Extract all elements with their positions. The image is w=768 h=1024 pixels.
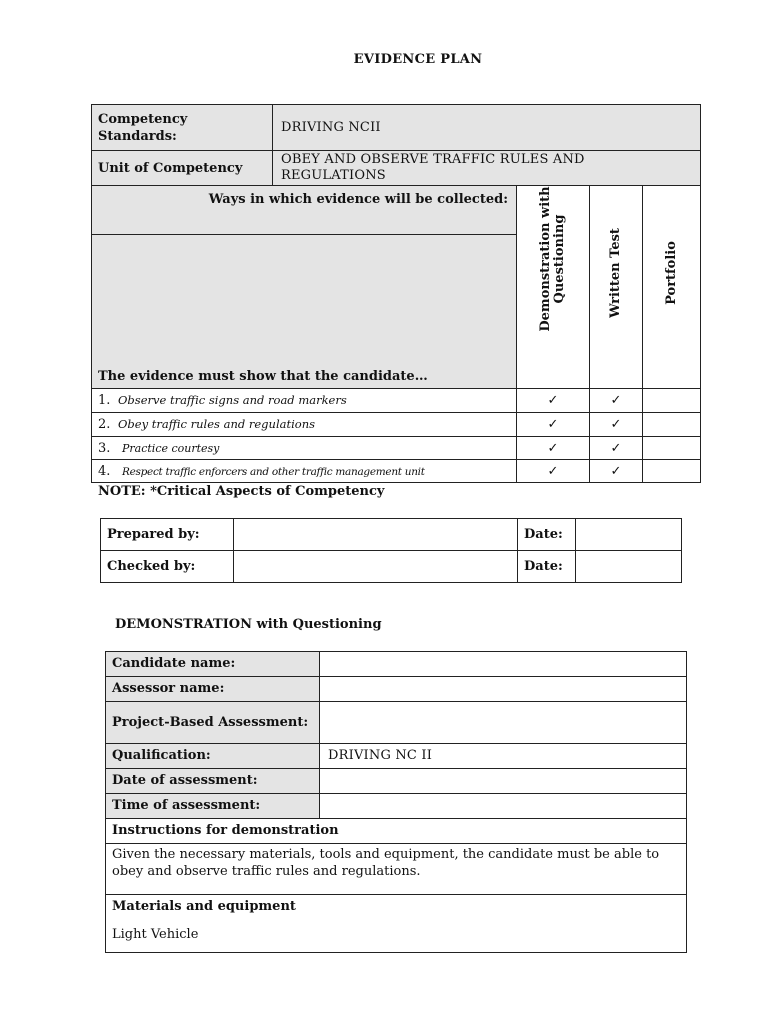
unit-of-competency-value: OBEY AND OBSERVE TRAFFIC RULES AND REGULATIONS [273,151,701,186]
check-mark: ✓ [590,437,643,460]
criteria-text: Obey traffic rules and regulations [118,417,316,431]
time-of-assessment-field[interactable] [320,794,687,819]
signoff-table [100,518,682,583]
empty-cell [643,413,701,437]
method-header-portfolio [643,186,701,389]
criteria-row [92,389,701,413]
qualification-value: DRIVING NC II [320,744,687,769]
qualification-label: Qualification: [106,744,320,769]
method-label-demonstration: Demonstration with Questioning [538,186,567,332]
instructions-heading: Instructions for demonstration [106,819,687,844]
check-mark: ✓ [590,389,643,413]
criteria-row [92,413,701,437]
ways-label: Ways in which evidence will be collected: [92,186,517,235]
demonstration-form [105,651,687,953]
check-mark: ✓ [590,413,643,437]
competency-standards-value: DRIVING NCII [273,105,701,151]
materials-cell [106,895,687,953]
criteria-number: 2. [98,417,111,432]
criteria-text: Respect traffic enforcers and other traffic management unit [122,465,425,478]
check-mark: ✓ [517,437,590,460]
check-mark: ✓ [517,460,590,483]
candidate-name-field[interactable] [320,652,687,677]
method-label-portfolio: Portfolio [663,241,679,305]
criteria-text: Practice courtesy [122,441,220,455]
date-of-assessment-field[interactable] [320,769,687,794]
empty-cell [643,389,701,413]
instructions-text: Given the necessary materials, tools and equipment, the candidate must be able to obey and observe traffic rules and regulations. [106,844,687,895]
must-show-label: The evidence must show that the candidate… [92,235,517,389]
candidate-name-label: Candidate name: [106,652,320,677]
criteria-number: 3. [98,440,111,456]
assessor-name-field[interactable] [320,677,687,702]
method-label-written: Written Test [608,228,623,318]
project-assessment-label: Project-Based Assessment: [106,702,320,744]
project-assessment-field[interactable] [320,702,687,744]
check-mark: ✓ [517,413,590,437]
page-title: EVIDENCE PLAN [353,52,483,67]
checked-by-field[interactable] [234,551,518,583]
checked-by-label: Checked by: [101,551,234,583]
checked-date-field[interactable] [576,551,682,583]
prepared-by-label: Prepared by: [101,519,234,551]
prepared-date-field[interactable] [576,519,682,551]
criteria-text: Observe traffic signs and road markers [118,393,347,407]
empty-cell [643,460,701,483]
method-header-written [590,186,643,389]
method-header-demonstration [517,186,590,389]
prepared-date-label: Date: [518,519,576,551]
check-mark: ✓ [517,389,590,413]
competency-standards-label: Competency Standards: [92,105,273,151]
time-of-assessment-label: Time of assessment: [106,794,320,819]
assessor-name-label: Assessor name: [106,677,320,702]
check-mark: ✓ [590,460,643,483]
prepared-by-field[interactable] [234,519,518,551]
materials-heading: Materials and equipment [112,899,296,914]
criteria-row [92,437,701,460]
unit-of-competency-label: Unit of Competency [92,151,273,186]
empty-cell [643,437,701,460]
critical-aspects-note: NOTE: *Critical Aspects of Competency [98,484,385,499]
section-title: DEMONSTRATION with Questioning [115,617,382,632]
materials-text: Light Vehicle [112,927,199,942]
evidence-plan-table [91,104,701,483]
checked-date-label: Date: [518,551,576,583]
criteria-number: 4. [98,463,111,479]
date-of-assessment-label: Date of assessment: [106,769,320,794]
criteria-number: 1. [98,393,111,408]
criteria-row [92,460,701,483]
